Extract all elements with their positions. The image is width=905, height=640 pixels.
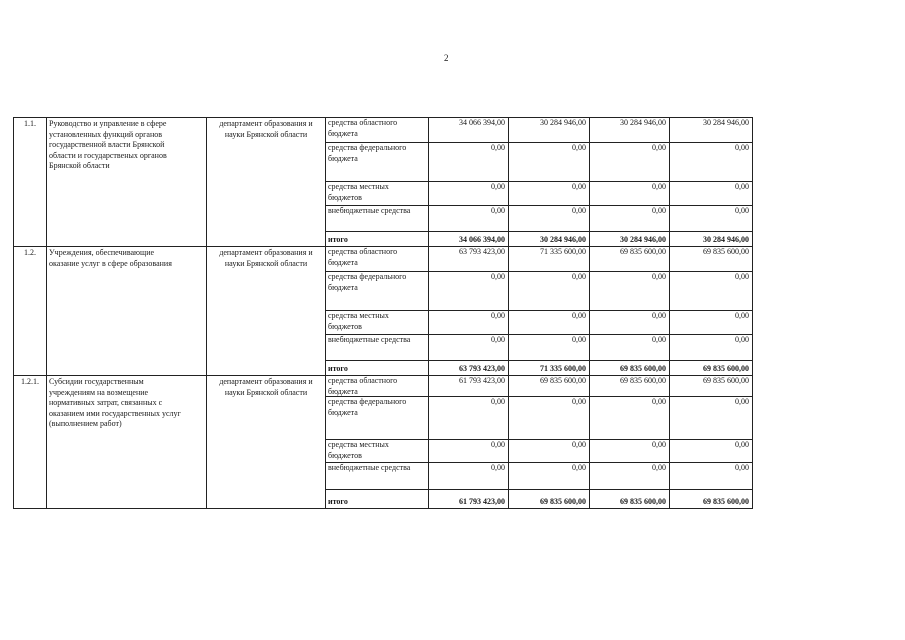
- row-code: 1.1.: [24, 119, 36, 128]
- source-label: внебюджетные средства: [328, 206, 411, 215]
- row-executor: департамент образования и: [219, 119, 313, 128]
- amount-value: 0,00: [491, 272, 505, 281]
- amount-value: 0,00: [572, 463, 586, 472]
- amount-value: 0,00: [572, 143, 586, 152]
- grid-vline: [46, 117, 47, 508]
- amount-value: 0,00: [652, 311, 666, 320]
- amount-value: 0,00: [572, 311, 586, 320]
- source-label: бюджета: [328, 128, 358, 138]
- amount-value: 0,00: [652, 182, 666, 191]
- row-executor: науки Брянской области: [224, 258, 308, 268]
- source-label: бюджетов: [328, 321, 362, 331]
- source-label: средства областного: [328, 247, 398, 256]
- row-name: учреждениям на возмещение: [49, 387, 149, 397]
- row-code: 1.2.1.: [21, 377, 39, 386]
- row-name: государственной власти Брянской: [49, 140, 165, 149]
- amount-value: 0,00: [491, 311, 505, 320]
- row-name: Учреждения, обеспечивающие: [49, 248, 155, 257]
- amount-value: 69 835 600,00: [620, 376, 666, 385]
- amount-value: 0,00: [491, 143, 505, 152]
- source-label: внебюджетные средства: [328, 463, 411, 472]
- amount-value: 0,00: [652, 143, 666, 152]
- amount-value: 0,00: [491, 463, 505, 472]
- source-label: средства областного: [328, 118, 398, 127]
- budget-table: [13, 117, 752, 508]
- amount-value: 0,00: [652, 272, 666, 281]
- total-value: 69 835 600,00: [703, 497, 749, 506]
- grid-vline: [13, 117, 14, 508]
- amount-value: 0,00: [572, 182, 586, 191]
- amount-value: 63 793 423,00: [459, 247, 505, 256]
- amount-value: 34 066 394,00: [459, 118, 505, 127]
- total-label: итого: [328, 364, 348, 373]
- amount-value: 0,00: [652, 335, 666, 344]
- row-name: нормативных затрат, связанных с: [49, 398, 163, 407]
- amount-value: 0,00: [572, 206, 586, 215]
- total-value: 30 284 946,00: [620, 235, 666, 244]
- total-value: 69 835 600,00: [620, 364, 666, 373]
- row-name: установленных функций органов: [49, 129, 163, 139]
- amount-value: 69 835 600,00: [703, 376, 749, 385]
- total-value: 71 335 600,00: [540, 364, 586, 373]
- amount-value: 0,00: [652, 440, 666, 449]
- amount-value: 0,00: [735, 463, 749, 472]
- row-name: Руководство и управление в сфере: [49, 119, 167, 128]
- amount-value: 0,00: [735, 335, 749, 344]
- grid-vline: [325, 117, 326, 508]
- source-label: средства федерального: [328, 397, 407, 406]
- amount-value: 71 335 600,00: [540, 247, 586, 256]
- total-value: 61 793 423,00: [459, 497, 505, 506]
- amount-value: 0,00: [735, 272, 749, 281]
- grid-hline: [325, 360, 752, 361]
- row-executor: департамент образования и: [219, 377, 313, 386]
- total-value: 34 066 394,00: [459, 235, 505, 244]
- amount-value: 0,00: [491, 440, 505, 449]
- page-number: 2: [444, 53, 449, 63]
- total-label: итого: [328, 497, 348, 506]
- amount-value: 0,00: [572, 440, 586, 449]
- amount-value: 30 284 946,00: [540, 118, 586, 127]
- amount-value: 0,00: [572, 397, 586, 406]
- grid-hline: [13, 508, 753, 509]
- source-label: бюджета: [328, 386, 358, 396]
- source-label: средства федерального: [328, 272, 407, 281]
- amount-value: 0,00: [491, 397, 505, 406]
- amount-value: 0,00: [572, 272, 586, 281]
- row-code: 1.2.: [24, 248, 36, 257]
- total-label: итого: [328, 235, 348, 244]
- row-executor: науки Брянской области: [224, 387, 308, 397]
- row-name: Субсидии государственным: [49, 377, 144, 386]
- row-name: оказанием ими государственных услуг: [49, 408, 181, 418]
- source-label: бюджета: [328, 407, 358, 417]
- source-label: бюджета: [328, 282, 358, 292]
- amount-value: 0,00: [652, 397, 666, 406]
- source-label: средства местных: [328, 182, 389, 191]
- row-executor: департамент образования и: [219, 248, 313, 257]
- amount-value: 0,00: [652, 463, 666, 472]
- row-name: области и государственых органов: [49, 150, 167, 160]
- source-label: бюджета: [328, 257, 358, 267]
- row-executor: науки Брянской области: [224, 129, 308, 139]
- amount-value: 0,00: [735, 440, 749, 449]
- amount-value: 0,00: [735, 143, 749, 152]
- total-value: 69 835 600,00: [540, 497, 586, 506]
- amount-value: 69 835 600,00: [540, 376, 586, 385]
- total-value: 63 793 423,00: [459, 364, 505, 373]
- amount-value: 30 284 946,00: [620, 118, 666, 127]
- grid-vline: [752, 117, 753, 508]
- amount-value: 0,00: [491, 335, 505, 344]
- amount-value: 0,00: [652, 206, 666, 215]
- source-label: бюджетов: [328, 192, 362, 202]
- total-value: 30 284 946,00: [703, 235, 749, 244]
- source-label: средства областного: [328, 376, 398, 385]
- source-label: средства местных: [328, 440, 389, 449]
- source-label: средства федерального: [328, 143, 407, 152]
- amount-value: 0,00: [735, 311, 749, 320]
- row-name: оказание услуг в сфере образования: [49, 258, 172, 268]
- amount-value: 0,00: [735, 206, 749, 215]
- amount-value: 69 835 600,00: [620, 247, 666, 256]
- row-name: Брянской области: [49, 161, 110, 170]
- amount-value: 0,00: [572, 335, 586, 344]
- amount-value: 61 793 423,00: [459, 376, 505, 385]
- row-name: (выполнением работ): [49, 419, 122, 428]
- source-label: бюджета: [328, 153, 358, 163]
- amount-value: 30 284 946,00: [703, 118, 749, 127]
- source-label: бюджетов: [328, 450, 362, 460]
- amount-value: 0,00: [735, 182, 749, 191]
- grid-hline: [325, 489, 752, 490]
- total-value: 30 284 946,00: [540, 235, 586, 244]
- amount-value: 69 835 600,00: [703, 247, 749, 256]
- grid-vline: [206, 117, 207, 508]
- amount-value: 0,00: [491, 182, 505, 191]
- grid-hline: [325, 231, 752, 232]
- amount-value: 0,00: [491, 206, 505, 215]
- source-label: внебюджетные средства: [328, 335, 411, 344]
- total-value: 69 835 600,00: [620, 497, 666, 506]
- total-value: 69 835 600,00: [703, 364, 749, 373]
- source-label: средства местных: [328, 311, 389, 320]
- amount-value: 0,00: [735, 397, 749, 406]
